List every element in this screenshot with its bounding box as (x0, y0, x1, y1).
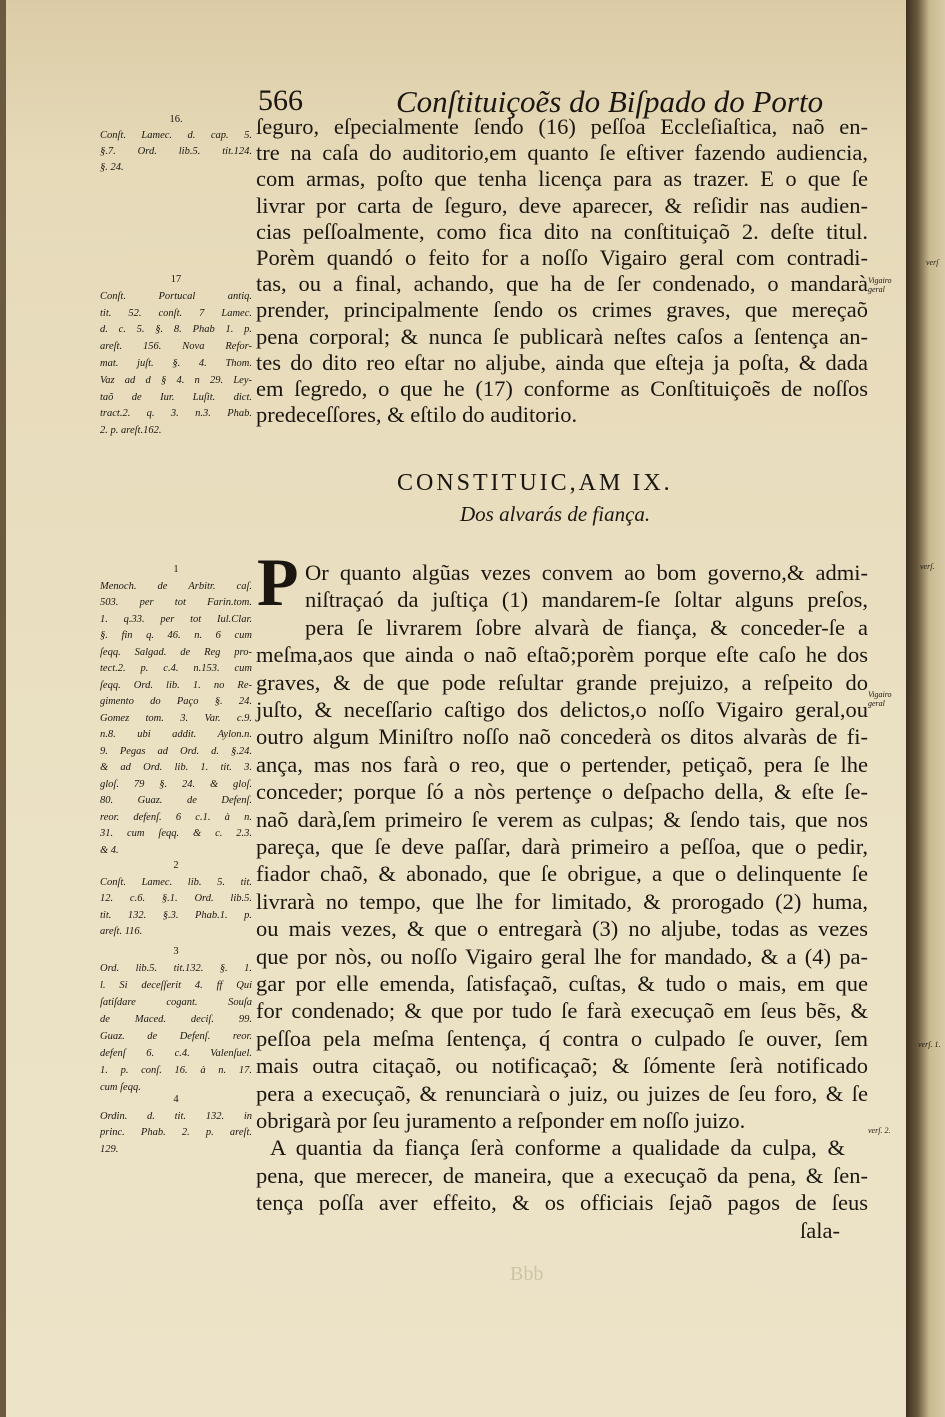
text-line: outro algum Miniſtro noſſo naõ concederà os ditos alvaràs de fi- (256, 724, 868, 750)
margin-note-line: 12. c.6. §.1. Ord. lib.5. (100, 893, 252, 904)
text-line: que por nòs, ou noſſo Vigairo geral lhe for mandado, & a (4) pa- (256, 943, 868, 969)
text-line: pena, que merecer, de maneira, que a execuçaõ da pena, & ſen- (256, 1162, 868, 1188)
margin-note-line: gloſ. 79 §. 24. & gloſ. (100, 778, 252, 790)
margin-note-line: ſeqq. Salgad. de Reg pro- (100, 646, 252, 658)
text-line: pena corporal; & nunca ſe publicarà neſtes caſos a ſentença an- (256, 323, 868, 349)
margin-note-line: taõ de Iur. Luſit. dict. (100, 391, 252, 403)
text-line: prender, principalmente ſendo os crimes graves, que mereçaõ (256, 297, 868, 323)
text-line: A quantia da fiança ſerà conforme a qualidade da culpa, & (270, 1135, 845, 1161)
text-line: livrarà no tempo, que lhe for limitado, & prorogado (2) huma, (256, 888, 868, 914)
margin-note-line: Ord. lib.5. tit.132. §. 1. (100, 963, 252, 974)
margin-note-line: mat. juſt. §. 4. Thom. (100, 357, 252, 369)
margin-note-line: Conſt. Lamec. d. cap. 5. (100, 130, 252, 141)
margin-note-line: §.7. Ord. lib.5. tit.124. (100, 146, 252, 157)
margin-note-number: 16. (169, 114, 183, 125)
margin-note-line: 31. cum ſeqq. & c. 2.3. (100, 828, 252, 839)
text-line: graves, & de que pode reſultar grande prejuizo, a reſpeito do (256, 669, 868, 695)
margin-note (100, 858, 252, 941)
margin-note-number: 17 (170, 274, 182, 285)
side-note: Vigairo geral (868, 276, 892, 294)
margin-note-line: Conſt. Portucal antiq. (100, 290, 252, 302)
text-line: niſtraçaó da juſtiça (1) mandarem-ſe ſoltar alguns preſos, (305, 587, 868, 613)
margin-note-line: tit. 52. conſt. 7 Lamec. (100, 307, 252, 319)
text-line: ſeguro, eſpecialmente ſendo (16) peſſoa Eccleſiaſtica, naõ en- (256, 114, 868, 139)
text-line: pera ſe livrarem ſobre alvarà de fiança, & conceder-ſe a (305, 614, 868, 640)
text-line: conceder; porque ſó a nòs pertençe o deſpacho della, & eſte ſe- (256, 779, 868, 805)
margin-note-line: Vaz ad d § 4. n 29. Ley- (100, 374, 252, 386)
text-line: tas, ou a final, achando, que ha de ſer condenado, o mandarà (256, 271, 868, 297)
margin-note-line: tit. 132. §.3. Phab.1. p. (100, 909, 252, 921)
margin-note-line: & ad Ord. lib. 1. tit. 3. (100, 762, 252, 773)
side-note: verſ. 2. (868, 1126, 891, 1135)
margin-note-number: 3 (173, 946, 179, 957)
margin-note-number: 1 (173, 564, 179, 575)
margin-note-line: §. fin q. 46. n. 6 cum (100, 630, 252, 641)
margin-note-line: Gomez tom. 3. Var. c.9. (100, 712, 252, 724)
text-line: com armas, poſto que tenha licença para as trazer. E o que ſe (256, 166, 868, 192)
side-note: verſ. (920, 562, 935, 571)
margin-note-line: defenſ 6. c.4. Valenſuel. (100, 1048, 252, 1059)
margin-note (100, 272, 252, 440)
margin-note-line: areſt. 116. (100, 926, 143, 937)
text-line: cias peſſoalmente, como fica dito na conſtituiçaõ 2. deſte titul. (256, 218, 868, 244)
margin-note-line: & 4. (100, 844, 119, 856)
text-line: ou mais vezes, & que o entregarà (3) no aljube, todas as vezes (256, 916, 868, 942)
margin-note-line: tract.2. q. 3. n.3. Phab. (100, 408, 252, 420)
page-number: 566 (258, 84, 303, 117)
section-subheading: Dos alvarás de fiança. (460, 502, 651, 526)
margin-note-line: 503. per tot Farin.tom. (100, 597, 252, 608)
running-title: Conſtituiçoẽs do Biſpado do Porto (396, 84, 824, 119)
text-line: tre na caſa do auditorio,em quanto ſe eſtiver fazendo audiencia, (256, 140, 868, 166)
margin-note-line: d. c. 5. §. 8. Phab 1. p. (100, 324, 252, 336)
margin-note (100, 562, 252, 859)
side-note: verſ. 1. (918, 1040, 941, 1049)
margin-note-line: princ. Phab. 2. p. areſt. (100, 1127, 252, 1138)
text-line: tes do dito reo eſtar no aljube, ainda que eſteja ja poſta, & dada (256, 349, 868, 375)
text-line: for condenado; & que por tudo ſe farà execuçaõ em ſeus bẽs, & (256, 998, 868, 1024)
text-line: ſala- (800, 1217, 840, 1243)
margin-note-number: 4 (173, 1094, 179, 1105)
margin-note (100, 112, 252, 176)
text-line: pera a execuçaõ, & renunciarà o juiz, ou juizes de ſeu foro, & ſe (256, 1080, 868, 1106)
margin-note-line: areſt. 156. Nova Refor- (100, 341, 252, 353)
text-line: predeceſſores, & eſtilo do auditorio. (256, 402, 578, 428)
margin-note-line: cum ſeqq. (100, 1082, 141, 1093)
section-heading: CONSTITUIC,AM IX. (397, 470, 673, 496)
margin-note-line: Conſt. Lamec. lib. 5. tit. (100, 876, 252, 888)
margin-note-line: 9. Pegas ad Ord. d. §.24. (100, 745, 252, 757)
text-line: peſſoa pela meſma ſentença, q́ contra o culpado ſe ouver, ſem (256, 1025, 868, 1051)
margin-note-line: §. 24. (100, 162, 124, 173)
text-line: gar por elle emenda, ſatisfaçaõ, cuſtas, & tudo o mais, em que (256, 971, 868, 996)
margin-note-line: ſeqq. Ord. lib. 1. no Re- (100, 679, 252, 691)
margin-note-line: Ordin. d. tit. 132. in (100, 1110, 252, 1122)
text-line: obrigarà por ſeu juramento a reſponder em noſſo juizo. (256, 1108, 746, 1133)
margin-note-line: reor. defenſ. 6 c.1. à n. (100, 811, 252, 823)
margin-note-line: tect.2. p. c.4. n.153. cum (100, 663, 252, 674)
margin-note (100, 943, 252, 1096)
drop-capital: P (257, 544, 299, 620)
text-line: Or quanto algũas vezes convem ao bom governo,& admi- (305, 560, 868, 585)
text-line: em ſegredo, o que he (17) conforme as Conſtituiçoẽs de noſſos (256, 376, 868, 401)
margin-note-line: 80. Guaz. de Defenſ. (100, 795, 252, 806)
text-line: livrar por carta de ſeguro, deve aparecer, & reſidir nas audien- (256, 192, 868, 218)
margin-note-line: gimento do Paço §. 24. (100, 696, 252, 707)
text-line: meſma,aos que ainda o naõ eſtaõ;porèm porque eſte caſo he dos (256, 642, 868, 668)
margin-note-line: 1. p. conſ. 16. à n. 17. (100, 1065, 252, 1076)
margin-note-number: 2 (173, 860, 179, 871)
page-edge (0, 0, 6, 1417)
margin-note (100, 1092, 252, 1158)
margin-note-line: n.8. ubi addit. Aylon.n. (100, 729, 252, 740)
text-line: ança, mas nos farà o reo, que o pertender, petiçaõ, pera ſe lhe (256, 751, 868, 777)
text-line: mais outra citaçaõ, ou notificaçaõ; & ſómente ſerà notificado (256, 1053, 868, 1079)
margin-note-line: 2. p. areſt.162. (100, 425, 162, 437)
show-through-signature: Bbb (510, 1263, 544, 1285)
margin-note-line: l. Si deceſſerit 4. ff Qui (100, 980, 252, 991)
text-line: tença poſſa aver effeito, & os officiais ſejaõ pagos de ſeus (256, 1190, 868, 1216)
margin-note-line: de Maced. deciſ. 99. (100, 1014, 252, 1025)
margin-note-line: Guaz. de Defenſ. reor. (100, 1031, 252, 1042)
text-line: naõ darà,ſem primeiro ſe verem as culpas; & ſendo tais, que nos (256, 806, 868, 832)
text-line: juſto, & neceſſario caſtigo dos delictos,o noſſo Vigairo geral,ou (256, 697, 868, 722)
text-line: pareça, que ſe deve paſſar, darà primeiro a peſſoa, que o pedir, (256, 834, 868, 859)
margin-note-line: 1. q.33. per tot Iul.Clar. (100, 613, 252, 625)
text-line: fiador chaõ, & abonado, que ſe obrigue, a que o delinquente ſe (256, 861, 868, 887)
margin-note-line: Menoch. de Arbitr. caſ. (100, 580, 252, 592)
margin-note-line: ſatiſdare cogant. Souſa (100, 997, 252, 1008)
side-note: Vigairo geral (868, 690, 892, 708)
side-note: verſ (926, 258, 939, 267)
margin-note-line: 129. (100, 1143, 119, 1155)
text-line: Porèm quandó o feito for a noſſo Vigairo geral com contradi- (256, 245, 868, 270)
facing-page-gutter (906, 0, 945, 1417)
